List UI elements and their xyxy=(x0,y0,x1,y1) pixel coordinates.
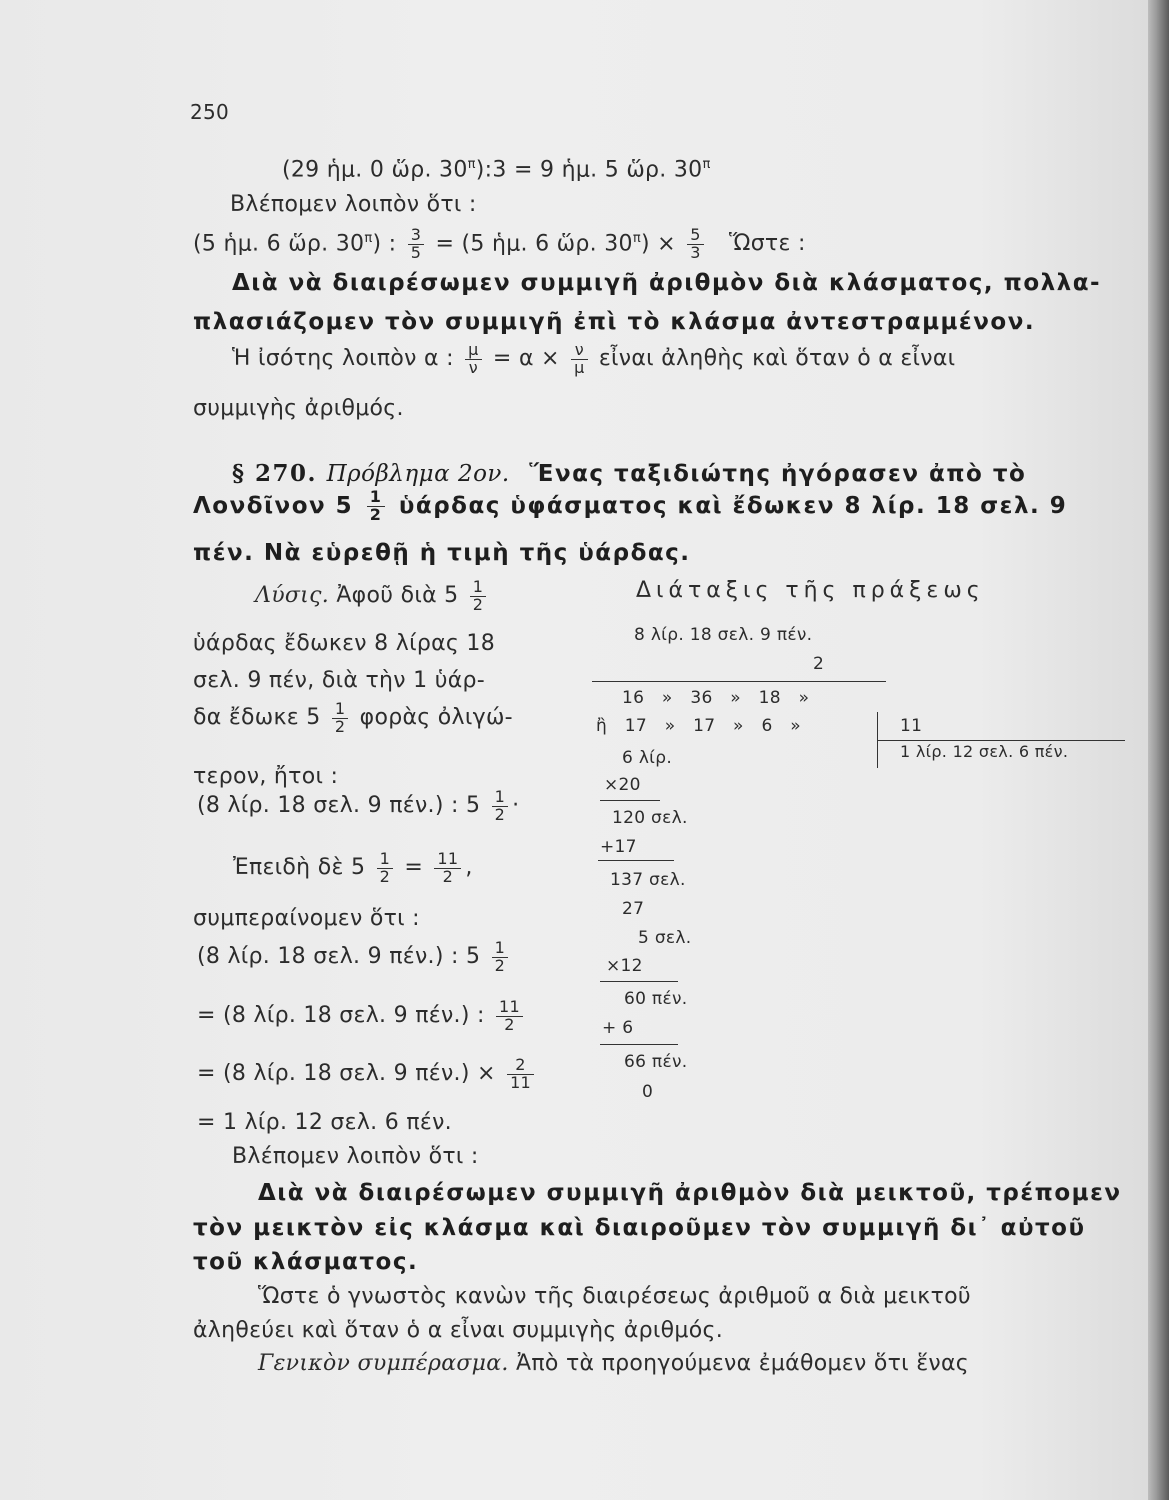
eq1-part-b: ):3 = 9 ἡμ. 5 ὥρ. 30 xyxy=(475,157,703,183)
eq3-d: ) × xyxy=(641,231,676,257)
calc-row: ἢ 17 » 17 » 6 » xyxy=(596,716,801,736)
calc-row: ×20 xyxy=(604,775,641,795)
fraction xyxy=(408,227,424,262)
solution-text: = xyxy=(404,855,424,880)
text-line: Βλέπομεν λοιπὸν ὅτι : xyxy=(230,192,477,217)
eq3-sup2: π xyxy=(632,231,641,246)
denominator: 11 xyxy=(510,1072,532,1092)
denominator: 2 xyxy=(504,1014,515,1034)
solution-line: ὑάρδας ἔδωκεν 8 λίρας 18 xyxy=(193,631,495,656)
rule-statement-line: Διὰ νὰ διαιρέσωμεν συμμιγῆ ἀριθμὸν διὰ κλάσματος, πολλα- xyxy=(232,270,1102,296)
solution-line xyxy=(197,937,512,977)
numerator: 5 xyxy=(687,227,703,245)
calc-row: 2 xyxy=(813,654,825,674)
rule-statement-line: Διὰ νὰ διαιρέσωμεν συμμιγῆ ἀριθμὸν διὰ μεικτοῦ, τρέπομεν xyxy=(258,1180,1122,1206)
calc-rule xyxy=(600,800,660,801)
problem-line-2 xyxy=(193,486,1067,526)
solution-label: Λύσις. xyxy=(255,583,330,608)
text-line: συμμιγὴς ἀριθμός. xyxy=(193,396,404,421)
fraction xyxy=(492,937,508,975)
denominator: ν xyxy=(468,357,478,377)
solution-line xyxy=(197,996,527,1036)
numerator: 1 xyxy=(492,940,508,958)
calc-row: + 6 xyxy=(602,1018,634,1038)
eq1-part-a: (29 ἡμ. 0 ὥρ. 30 xyxy=(282,157,468,183)
solution-line xyxy=(233,848,473,888)
numerator: 11 xyxy=(496,999,523,1017)
fraction xyxy=(332,698,348,736)
solution-text: , xyxy=(465,855,473,880)
calc-row: 8 λίρ. 18 σελ. 9 πέν. xyxy=(634,625,813,645)
section-number: § 270. xyxy=(232,460,318,487)
calc-rule xyxy=(600,981,678,982)
calc-row: 137 σελ. xyxy=(610,870,686,890)
fraction xyxy=(492,786,508,824)
solution-line: = 1 λίρ. 12 σελ. 6 πέν. xyxy=(197,1110,452,1135)
denominator: 2 xyxy=(379,866,391,886)
calc-result: 1 λίρ. 12 σελ. 6 πέν. xyxy=(900,742,1069,761)
denominator: 2 xyxy=(442,866,454,886)
denominator: 2 xyxy=(472,594,484,614)
text: Ἀπὸ τὰ προηγούμενα ἐμάθομεν ὅτι ἕνας xyxy=(516,1351,970,1376)
calc-row: +17 xyxy=(600,837,637,857)
equality-line xyxy=(232,340,955,378)
calc-row: 60 πέν. xyxy=(624,989,688,1009)
calc-rule xyxy=(592,681,886,682)
solution-text: (8 λίρ. 18 σελ. 9 πέν.) : 5 xyxy=(197,793,481,818)
calc-row: 6 λίρ. xyxy=(622,748,673,768)
fraction xyxy=(571,339,587,377)
problem-label: Πρόβλημα 2ον. xyxy=(326,461,510,487)
solution-line xyxy=(197,786,519,826)
numerator: 1 xyxy=(332,701,348,719)
problem-text: ὑάρδας ὑφάσματος καὶ ἔδωκεν 8 λίρ. 18 σελ. 9 xyxy=(398,493,1068,519)
denominator: 2 xyxy=(369,505,383,524)
eq1-sup-b: π xyxy=(702,157,711,172)
solution-text: Ἀφοῦ διὰ 5 xyxy=(336,583,459,608)
solution-text: · xyxy=(512,793,520,818)
page-number: 250 xyxy=(190,100,230,124)
fraction xyxy=(465,339,481,377)
denominator: 3 xyxy=(690,242,701,262)
numerator: 1 xyxy=(492,789,508,807)
fraction xyxy=(377,848,393,886)
fraction xyxy=(507,1054,534,1092)
eq1-sup-a: π xyxy=(467,157,476,172)
denominator: 2 xyxy=(334,716,346,736)
problem-text: Ἕνας ταξιδιώτης ἠγόρασεν ἀπὸ τὸ xyxy=(529,461,1027,487)
solution-text: (8 λίρ. 18 σελ. 9 πέν.) : 5 xyxy=(197,944,481,969)
solution-text: = (8 λίρ. 18 σελ. 9 πέν.) : xyxy=(197,1003,485,1028)
problem-heading xyxy=(232,462,1026,486)
numerator: μ xyxy=(465,342,481,360)
calc-rule xyxy=(600,1044,678,1045)
equation-line-1 xyxy=(282,158,711,181)
fraction xyxy=(687,227,703,262)
problem-text: Λονδῖνον 5 xyxy=(193,493,354,519)
fraction xyxy=(496,996,523,1034)
rule-statement-line: τοῦ κλάσματος. xyxy=(193,1249,419,1275)
fraction xyxy=(434,848,461,886)
problem-line-3: πέν. Νὰ εὑρεθῇ ἡ τιμὴ τῆς ὑάρδας. xyxy=(193,540,691,566)
eq3-sup: π xyxy=(364,231,373,246)
solution-line xyxy=(255,576,490,616)
calc-row: 0 xyxy=(642,1082,654,1102)
calc-row: 66 πέν. xyxy=(624,1052,688,1072)
equation-line-3 xyxy=(193,220,806,263)
calc-row: 120 σελ. xyxy=(612,808,688,828)
solution-text: Ἐπειδὴ δὲ 5 xyxy=(233,855,366,880)
calc-row: 16 » 36 » 18 » xyxy=(622,688,810,708)
solution-line: τερον, ἤτοι : xyxy=(193,764,339,789)
text-line xyxy=(258,1353,969,1375)
eq-text-c: εἶναι ἀληθὴς καὶ ὅταν ὁ α εἶναι xyxy=(598,346,956,371)
text-line: ἀληθεύει καὶ ὅταν ὁ α εἶναι συμμιγὴς ἀριθμός. xyxy=(193,1318,723,1343)
numerator: 11 xyxy=(434,851,461,869)
eq3-c: = (5 ἡμ. 6 ὥρ. 30 xyxy=(435,231,633,257)
numerator: 1 xyxy=(470,579,486,597)
rule-statement-line: πλασιάζομεν τὸν συμμιγῆ ἐπὶ τὸ κλάσμα ἀντεστραμμένον. xyxy=(193,309,1036,335)
book-spine-edge xyxy=(1148,0,1169,1500)
eq-text-a: Ἡ ἰσότης λοιπὸν α : xyxy=(232,346,454,371)
eq-text-b: = α × xyxy=(492,346,560,371)
solution-text: δα ἔδωκε 5 xyxy=(193,705,321,730)
text-line: Ὥστε ὁ γνωστὸς κανὼν τῆς διαιρέσεως ἀριθμοῦ α διὰ μεικτοῦ xyxy=(258,1284,971,1309)
calc-row: 5 σελ. xyxy=(638,928,692,948)
numerator: ν xyxy=(571,342,587,360)
fraction xyxy=(367,489,386,524)
operation-layout-title: Διάταξις τῆς πράξεως xyxy=(636,578,985,603)
text-line: Βλέπομεν λοιπὸν ὅτι : xyxy=(232,1144,479,1169)
general-conclusion-label: Γενικὸν συμπέρασμα. xyxy=(258,1351,509,1376)
solution-line: σελ. 9 πέν, διὰ τὴν 1 ὑάρ- xyxy=(193,668,486,693)
numerator: 2 xyxy=(507,1057,534,1075)
numerator: 1 xyxy=(377,851,393,869)
calc-rule xyxy=(877,740,1125,741)
denominator: μ xyxy=(574,357,585,377)
calc-divisor: 11 xyxy=(900,716,923,736)
denominator: 2 xyxy=(494,955,506,975)
solution-line xyxy=(193,698,513,738)
solution-text: φορὰς ὀλιγώ- xyxy=(359,705,513,730)
solution-text: = (8 λίρ. 18 σελ. 9 πέν.) × xyxy=(197,1061,496,1086)
solution-line: συμπεραίνομεν ὅτι : xyxy=(193,906,420,931)
eq3-e: Ὥστε : xyxy=(729,231,806,257)
calc-row: 27 xyxy=(622,899,645,919)
denominator: 5 xyxy=(410,242,422,262)
eq3-b: ) : xyxy=(372,231,397,257)
fraction xyxy=(470,576,486,614)
numerator: 1 xyxy=(367,489,386,507)
solution-line xyxy=(197,1054,538,1094)
numerator: 3 xyxy=(408,227,424,245)
eq3-a: (5 ἡμ. 6 ὥρ. 30 xyxy=(193,231,365,257)
calc-row: ×12 xyxy=(606,956,643,976)
rule-statement-line: τὸν μεικτὸν εἰς κλάσμα καὶ διαιροῦμεν τὸν συμμιγῆ δι᾽ αὐτοῦ xyxy=(193,1215,1086,1241)
calc-rule xyxy=(598,860,674,861)
denominator: 2 xyxy=(494,804,506,824)
